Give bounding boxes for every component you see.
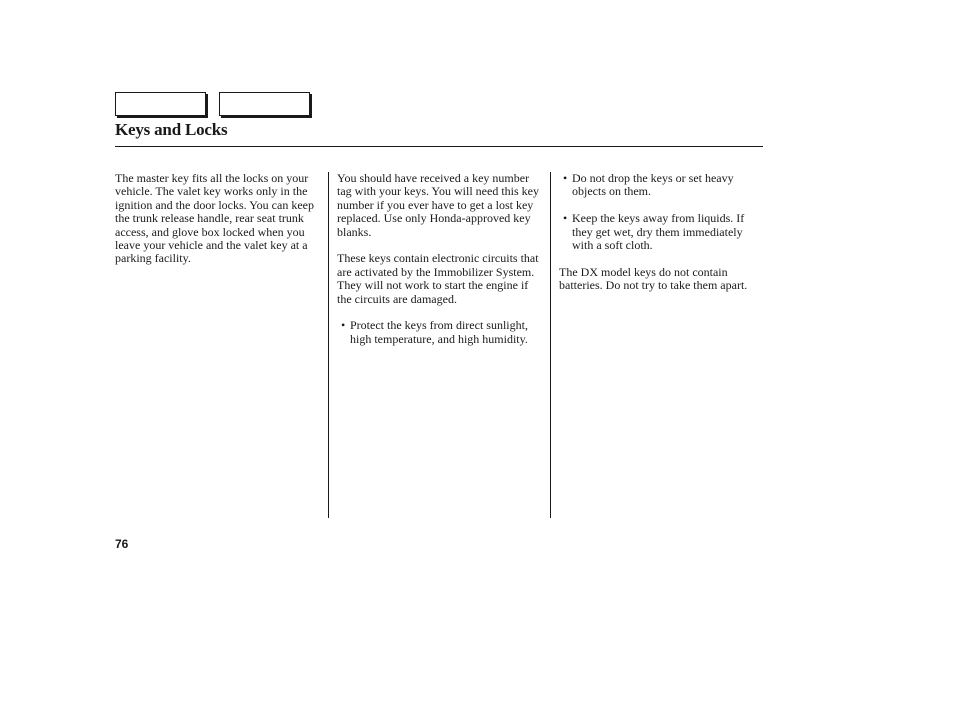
title-rule bbox=[115, 146, 763, 147]
nav-box-2[interactable] bbox=[219, 92, 310, 116]
page-title: Keys and Locks bbox=[115, 120, 228, 139]
column-2 bbox=[337, 172, 542, 360]
nav-box-1[interactable] bbox=[115, 92, 206, 116]
column-1 bbox=[115, 172, 315, 279]
bullet-item-protect bbox=[337, 319, 542, 346]
bullet-text: Keep the keys away from liquids. If they get wet, dry them immediately with a soft cloth. bbox=[572, 211, 745, 253]
column-divider-2 bbox=[550, 172, 551, 518]
bullet-icon: • bbox=[563, 171, 568, 185]
paragraph-dx-batteries: The DX model keys do not contain batteries. Do not try to take them apart. bbox=[559, 264, 748, 293]
column-divider-1 bbox=[328, 172, 329, 518]
column-3 bbox=[559, 172, 763, 306]
bullet-icon: • bbox=[563, 211, 568, 226]
bullet-text: Protect the keys from direct sunlight, high temperature, and high humidity. bbox=[350, 318, 528, 346]
paragraph-immobilizer: These keys contain electronic circuits that are activated by the Immobilizer System. They will not work to start the engine if the circuits are damaged. bbox=[337, 251, 539, 306]
page-number: 76 bbox=[115, 537, 129, 551]
bullet-item-drop bbox=[559, 172, 763, 199]
paragraph-master-key: The master key fits all the locks on your vehicle. The valet key works only in the ignition and the door locks. You can keep the trunk release handle, rear seat trunk access, and glove box locked when you leave your vehicle and the valet key at a parking facility. bbox=[115, 171, 314, 266]
bullet-item-liquids bbox=[559, 212, 763, 252]
paragraph-key-number: You should have received a key number tag with your keys. You will need this key number if you ever have to get a lost key replaced. Use only Honda-approved key blanks. bbox=[337, 171, 539, 239]
bullet-text: Do not drop the keys or set heavy objects on them. bbox=[572, 171, 734, 199]
bullet-icon: • bbox=[341, 318, 346, 333]
